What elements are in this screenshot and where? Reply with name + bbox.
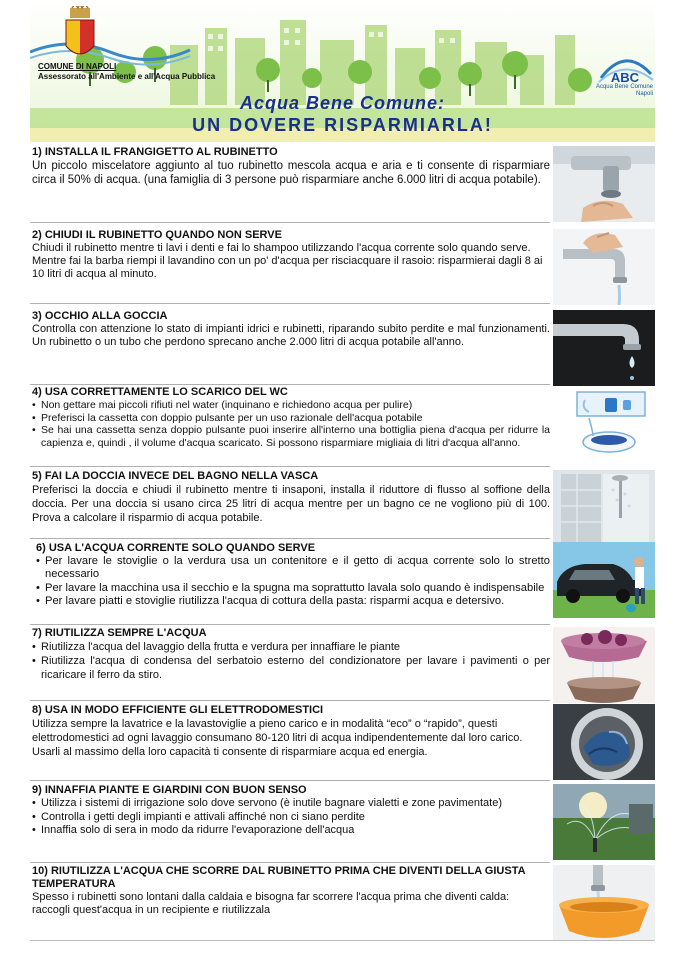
tip-title-1: 1) INSTALLA IL FRANGIGETTO AL RUBINETTO	[32, 146, 278, 158]
list-item: • Per lavare le stoviglie o la verdura usa un contenitore e il getto di acqua corrente solo lo stretto necessario	[36, 555, 550, 582]
tip-text-8	[32, 704, 550, 759]
section-divider	[30, 222, 550, 223]
list-item: • Per lavare la macchina usa il secchio e la spugna ma soprattutto lavala solo quando è indispensabile	[36, 582, 550, 595]
tip-text-5	[32, 470, 550, 525]
tip-list-7	[32, 640, 550, 682]
tip-text-9	[32, 784, 550, 838]
comune-crest-icon	[62, 6, 98, 62]
toilet-cistern-illustration	[553, 386, 655, 462]
abc-subtitle-line2: Napoli	[635, 91, 653, 97]
tip-list-4	[32, 399, 550, 449]
tip-text-6	[32, 542, 550, 609]
list-item: • Utilizza i sistemi di irrigazione solo dove servono (è inutile bagnare vialetti e zone pavimentate)	[32, 797, 550, 811]
tip-text-1	[32, 146, 550, 187]
page-title	[30, 92, 655, 136]
tip-text-7	[32, 627, 550, 682]
tip-title-8: 8) USA IN MODO EFFICIENTE GLI ELETTRODOMESTICI	[32, 704, 324, 716]
tip-title-3: 3) OCCHIO ALLA GOCCIA	[32, 310, 168, 322]
list-item: • Riutilizza l'acqua di condensa del serbatoio esterno del condizionatore per lavare i pavimenti o per ricaricare il ferro da stiro.	[32, 654, 550, 682]
bowl-under-tap-photo	[553, 865, 655, 941]
page-title-line2: UN DOVERE RISPARMIARLA!	[192, 115, 493, 135]
faucet-aerator-photo	[553, 146, 655, 222]
tip-title-2: 2) CHIUDI IL RUBINETTO QUANDO NON SERVE	[32, 229, 282, 241]
tip-text-4	[32, 386, 550, 449]
list-item: • Non gettare mai piccoli rifiuti nel water (inquinano e richiedono acqua per pulire)	[32, 399, 550, 412]
list-item: • Riutilizza l'acqua del lavaggio della frutta e verdura per innaffiare le piante	[32, 640, 550, 654]
list-item: • Innaffia solo di sera in modo da ridurre l'evaporazione dell'acqua	[32, 824, 550, 838]
org-name: COMUNE DI NAPOLI	[38, 62, 117, 71]
tip-title-6: 6) USA L'ACQUA CORRENTE SOLO QUANDO SERVE	[36, 542, 316, 554]
tip-text-3	[32, 310, 550, 349]
page-title-line1: Acqua Bene Comune:	[239, 93, 446, 113]
washing-vegetables-photo	[553, 627, 655, 703]
page-bottom-rule	[30, 940, 655, 941]
washing-machine-photo	[553, 704, 655, 780]
section-divider	[30, 700, 550, 701]
list-item: • Preferisci la cassetta con doppio pulsante per un uso razionale dell'acqua potabile	[32, 412, 550, 425]
section-divider	[30, 624, 550, 625]
tip-section-1	[30, 146, 655, 222]
tip-title-4: 4) USA CORRETTAMENTE LO SCARICO DEL WC	[32, 386, 288, 398]
tip-text-2	[32, 229, 550, 281]
closing-tap-photo	[553, 229, 655, 305]
section-divider	[30, 466, 550, 467]
tip-section-6	[30, 542, 655, 624]
section-divider	[30, 780, 550, 781]
tip-body-8: Utilizza sempre la lavatrice e la lavastoviglie a pieno carico e in modalità “eco” o “rapido”, questi elettrodomestici ad ogni lavaggio consumano 80-120 litri di acqua indipendentemente dal loro carico. Usarli al massimo della loro capacità ti consente di risparmiare acqua ed energia.	[32, 718, 523, 758]
tip-section-8	[30, 704, 655, 780]
dripping-tap-photo	[553, 310, 655, 386]
shower-photo	[553, 470, 655, 546]
tip-section-3	[30, 310, 655, 386]
org-name-block	[38, 62, 215, 82]
tip-title-9: 9) INNAFFIA PIANTE E GIARDINI CON BUON SENSO	[32, 784, 307, 796]
tip-body-10: Spesso i rubinetti sono lontani dalla caldaia e bisogna far scorrere l'acqua prima che diventi calda: raccogli quest'acqua in un recipiente e riutilizzala	[32, 891, 510, 916]
tip-body-5: Preferisci la doccia e chiudi il rubinetto mentre ti insaponi, installa il riduttore di flusso al soffione della doccia. Per una doccia si usano circa 25 litri di acqua mentre per un bagno ce ne vogliono più di 100. Prova a calcolare il risparmio di acqua potabile.	[32, 484, 550, 524]
section-divider	[30, 862, 550, 863]
tip-title-5: 5) FAI LA DOCCIA INVECE DEL BAGNO NELLA VASCA	[32, 470, 319, 482]
tip-section-10	[30, 865, 655, 941]
abc-logo-text: ABC	[610, 70, 640, 85]
tip-section-2	[30, 229, 655, 305]
tip-title-10: 10) RIUTILIZZA L'ACQUA CHE SCORRE DAL RUBINETTO PRIMA CHE DIVENTI DELLA GIUSTA TEMPERATURA	[32, 865, 526, 890]
list-item: • Per lavare piatti e stoviglie riutilizza l'acqua di cottura della pasta: risparmi acqua e detersivo.	[36, 595, 550, 608]
tip-body-1: Un piccolo miscelatore aggiunto al tuo rubinetto mescola acqua e aria e ti consente di risparmiare circa il 50% di acqua. (una famiglia di 3 persone può risparmiare anche 6.000 litri di acqua potabile).	[32, 160, 550, 186]
list-item: • Controlla i getti degli impianti e attivali affinché non ci siano perdite	[32, 811, 550, 825]
tip-text-10	[32, 865, 550, 917]
tip-section-4	[30, 386, 655, 466]
tip-list-9	[32, 797, 550, 838]
tip-body-2: Chiudi il rubinetto mentre ti lavi i denti e fai lo shampoo utilizzando l'acqua corrente solo quando serve. Mentre fai la barba riempi il lavandino con un po' d'acqua per risciacquare il rasoio: risparmierai dagli 8 ai 10 litri di acqua al minuto.	[32, 242, 543, 280]
section-divider	[30, 303, 550, 304]
tip-section-9	[30, 784, 655, 862]
org-department: Assessorato all'Ambiente e all'Acqua Pubblica	[38, 72, 216, 81]
tip-title-7: 7) RIUTILIZZA SEMPRE L'ACQUA	[32, 627, 207, 639]
tip-section-7	[30, 627, 655, 701]
list-item: • Se hai una cassetta senza doppio pulsante puoi inserire all'interno una bottiglia piena d'acqua per ridurre la capienza e, quindi , il volume d'acqua scaricato. Si possono risparmiare migliaia di litri d'acqua all'anno.	[32, 424, 550, 449]
garden-sprinkler-photo	[553, 784, 655, 860]
tip-section-5	[30, 470, 655, 544]
tip-list-6	[32, 555, 550, 609]
abc-subtitle-line1: Acqua Bene Comune	[595, 84, 653, 90]
tip-body-3: Controlla con attenzione lo stato di impianti idrici e rubinetti, riparando subito perdite e mal funzionamenti. Un rubinetto o un tubo che perdono sprecano anche 2.000 litri di acqua potabile all'anno.	[32, 323, 550, 348]
car-washing-photo	[553, 542, 655, 618]
section-divider	[30, 384, 550, 385]
page-header	[30, 0, 655, 142]
section-divider	[30, 538, 550, 539]
